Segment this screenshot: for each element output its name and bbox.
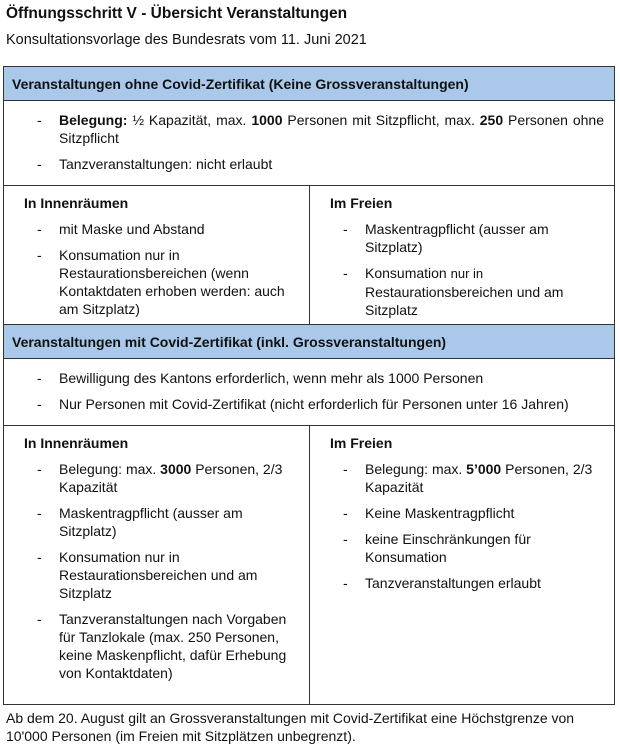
section-heading-without-certificate: Veranstaltungen ohne Covid-Zertifikat (Keine Grossveranstaltungen) — [4, 67, 614, 101]
list-item: - Tanzveranstaltungen erlaubt — [310, 574, 614, 592]
page-subtitle: Konsultationsvorlage des Bundesrats vom 11. Juni 2021 — [6, 32, 367, 48]
list-item: - Konsumation nur in Restaurationsbereichen (wenn Kontaktdaten erhoben werden: auch am Sitzplatz) — [4, 246, 309, 318]
column-indoor — [4, 426, 309, 704]
list-item: - keine Einschränkungen für Konsumation — [310, 530, 614, 566]
list-item: - Tanzveranstaltungen: nicht erlaubt — [4, 155, 614, 173]
section2-columns — [4, 426, 614, 704]
list-item: - mit Maske und Abstand — [4, 220, 309, 238]
section-heading-with-certificate: Veranstaltungen mit Covid-Zertifikat (inkl. Grossveranstaltungen) — [4, 325, 614, 359]
list-item: - Nur Personen mit Covid-Zertifikat (nicht erforderlich für Personen unter 16 Jahren) — [4, 395, 614, 413]
column-outdoor — [309, 426, 614, 704]
list-item: - Belegung: max. 5’000 Personen, 2/3 Kapazität — [310, 460, 614, 496]
events-table — [3, 66, 615, 705]
section-general-without-certificate — [4, 101, 614, 186]
list-item: - Konsumation nur in Restaurationsbereichen und am Sitzplatz — [4, 548, 309, 602]
list-item: - Keine Maskentragpflicht — [310, 504, 614, 522]
column-outdoor — [309, 186, 614, 324]
column-heading: Im Freien — [330, 435, 393, 451]
section-general-with-certificate — [4, 359, 614, 426]
column-heading: In Innenräumen — [24, 195, 129, 211]
list-item: - Tanzveranstaltungen nach Vorgaben für Tanzlokale (max. 250 Personen, keine Maskenpflicht, dafür Erhebung von Kontaktdaten) — [4, 610, 309, 682]
page-title: Öffnungsschritt V - Übersicht Veranstaltungen — [6, 5, 348, 22]
column-heading: Im Freien — [330, 195, 393, 211]
list-item: - Bewilligung des Kantons erforderlich, wenn mehr als 1000 Personen — [4, 369, 614, 387]
list-item: - Belegung: ½ Kapazität, max. 1000 Personen mit Sitzpflicht, max. 250 Personen ohne Sitzpflicht — [4, 111, 614, 147]
column-indoor — [4, 186, 309, 324]
list-item: - Belegung: max. 3000 Personen, 2/3 Kapazität — [4, 460, 309, 496]
section1-columns — [4, 186, 614, 325]
footer-note: Ab dem 20. August gilt an Grossveranstaltungen mit Covid-Zertifikat eine Höchstgrenze von 10'000 Personen (im Freien mit Sitzplätzen unbegrenzt). — [6, 710, 575, 744]
list-item: - Maskentragpflicht (ausser am Sitzplatz) — [310, 220, 614, 256]
list-item: - Konsumation nur in Restaurationsbereichen und am Sitzplatz — [310, 264, 614, 319]
list-item: - Maskentragpflicht (ausser am Sitzplatz) — [4, 504, 309, 540]
column-heading: In Innenräumen — [24, 435, 129, 451]
